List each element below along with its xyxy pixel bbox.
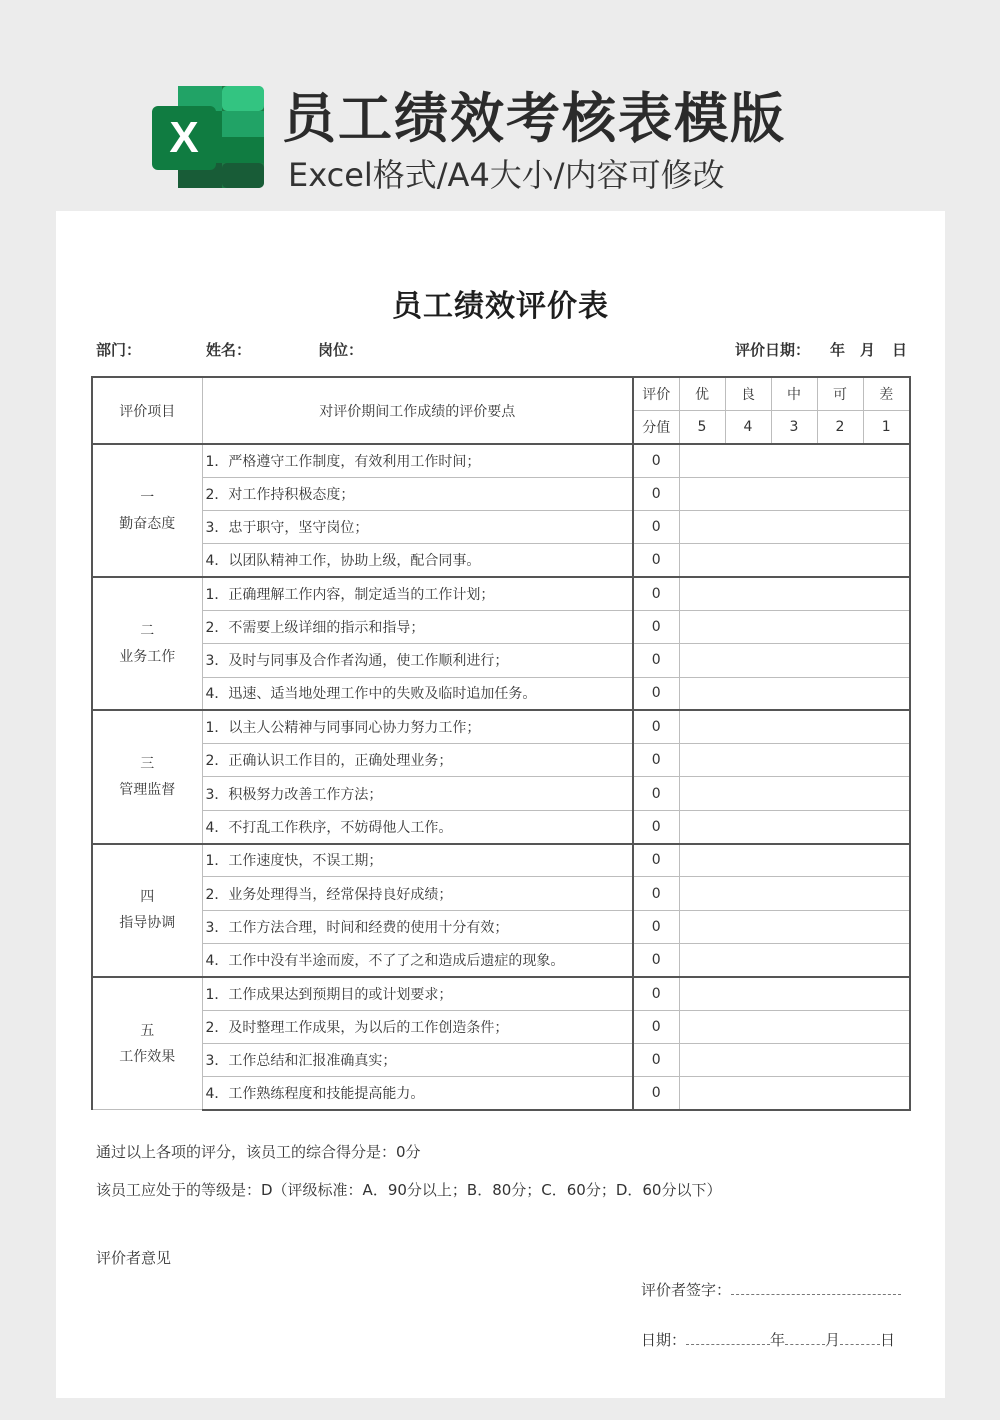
category-number: 五 (140, 1022, 155, 1039)
table-header-row (92, 377, 910, 411)
category-cell (92, 710, 202, 843)
date-month: 月 (860, 341, 876, 359)
evaluation-point: 1．以主人公精神与同事同心协力努力工作； (202, 710, 633, 743)
header-grade-label: 良 (725, 377, 771, 411)
table-row (92, 744, 910, 777)
grade-input-cell[interactable] (679, 777, 910, 810)
signature-line[interactable] (731, 1281, 901, 1295)
header-grade-label: 可 (817, 377, 863, 411)
header-grade-value: 1 (863, 411, 910, 445)
evaluation-point: 1．严格遵守工作制度，有效利用工作时间； (202, 444, 633, 477)
score-cell[interactable]: 0 (633, 710, 679, 743)
sign-year-line[interactable] (686, 1331, 770, 1345)
sign-year: 年 (770, 1331, 786, 1349)
evaluation-point: 2．对工作持积极态度； (202, 477, 633, 510)
score-cell[interactable]: 0 (633, 610, 679, 643)
form-title: 员工绩效评价表 (392, 289, 609, 324)
table-row (92, 677, 910, 710)
table-row (92, 644, 910, 677)
score-cell[interactable]: 0 (633, 1043, 679, 1076)
header-grade-label: 优 (679, 377, 725, 411)
score-cell[interactable]: 0 (633, 1077, 679, 1110)
table-row (92, 1077, 910, 1110)
score-cell[interactable]: 0 (633, 977, 679, 1010)
grade-input-cell[interactable] (679, 877, 910, 910)
form-paper (56, 211, 945, 1398)
table-row (92, 610, 910, 643)
header-points: 对评价期间工作成绩的评价要点 (202, 377, 633, 444)
department-label: 部门： (96, 341, 142, 359)
category-cell (92, 977, 202, 1110)
score-cell[interactable]: 0 (633, 644, 679, 677)
evaluation-point: 4．以团队精神工作，协助上级，配合同事。 (202, 544, 633, 577)
grade-input-cell[interactable] (679, 943, 910, 976)
category-name: 管理监督 (119, 781, 176, 798)
score-cell[interactable]: 0 (633, 844, 679, 877)
score-cell[interactable]: 0 (633, 943, 679, 976)
evaluation-point: 3．忠于职守，坚守岗位； (202, 511, 633, 544)
grade-input-cell[interactable] (679, 844, 910, 877)
grade-input-cell[interactable] (679, 677, 910, 710)
sign-date-row (641, 1329, 895, 1350)
table-row (92, 444, 910, 477)
table-row (92, 910, 910, 943)
category-cell (92, 844, 202, 977)
header-grade-label: 差 (863, 377, 910, 411)
table-row (92, 810, 910, 843)
grade-input-cell[interactable] (679, 810, 910, 843)
table-row (92, 577, 910, 610)
evaluation-point: 4．迅速、适当地处理工作中的失败及临时追加任务。 (202, 677, 633, 710)
banner-title: 员工绩效考核表模版 (282, 87, 786, 150)
evaluation-point: 1．工作成果达到预期目的或计划要求； (202, 977, 633, 1010)
category-number: 二 (140, 622, 155, 639)
header-grade-value: 3 (771, 411, 817, 445)
score-cell[interactable]: 0 (633, 1010, 679, 1043)
score-cell[interactable]: 0 (633, 810, 679, 843)
score-cell[interactable]: 0 (633, 744, 679, 777)
grade-input-cell[interactable] (679, 1043, 910, 1076)
evaluation-point: 2．及时整理工作成果，为以后的工作创造条件； (202, 1010, 633, 1043)
grade-input-cell[interactable] (679, 610, 910, 643)
evaluation-table (91, 376, 911, 1111)
evaluator-opinion-label: 评价者意见 (96, 1249, 172, 1267)
excel-logo-letter: X (169, 113, 199, 162)
grade-input-cell[interactable] (679, 910, 910, 943)
score-cell[interactable]: 0 (633, 544, 679, 577)
category-cell (92, 577, 202, 710)
header-grade-value: 5 (679, 411, 725, 445)
evaluation-date-label: 评价日期： (735, 341, 811, 359)
category-name: 指导协调 (119, 915, 176, 932)
category-name: 勤奋态度 (119, 515, 176, 532)
score-cell[interactable]: 0 (633, 910, 679, 943)
evaluation-point: 4．工作熟练程度和技能提高能力。 (202, 1077, 633, 1110)
grade-input-cell[interactable] (679, 511, 910, 544)
header-eval: 评价 (633, 377, 679, 411)
category-number: 四 (140, 889, 155, 906)
table-row (92, 844, 910, 877)
table-row (92, 977, 910, 1010)
date-year: 年 (830, 341, 846, 359)
total-score-text: 通过以上各项的评分，该员工的综合得分是：0分 (96, 1143, 421, 1161)
table-row (92, 710, 910, 743)
evaluation-point: 4．工作中没有半途而废，不了了之和造成后遗症的现象。 (202, 943, 633, 976)
grade-input-cell[interactable] (679, 577, 910, 610)
name-label: 姓名： (206, 341, 252, 359)
grade-text: 该员工应处于的等级是：D（评级标准：A．90分以上；B．80分；C．60分；D．60分以下） (96, 1181, 722, 1199)
category-name: 业务工作 (119, 648, 176, 665)
signature-label: 评价者签字： (641, 1281, 732, 1299)
grade-input-cell[interactable] (679, 710, 910, 743)
table-row (92, 877, 910, 910)
evaluation-point: 3．及时与同事及合作者沟通，使工作顺利进行； (202, 644, 633, 677)
table-row (92, 544, 910, 577)
score-cell[interactable]: 0 (633, 677, 679, 710)
header-item: 评价项目 (92, 377, 202, 444)
grade-input-cell[interactable] (679, 1010, 910, 1043)
table-row (92, 1043, 910, 1076)
position-label: 岗位： (318, 341, 364, 359)
score-cell[interactable]: 0 (633, 777, 679, 810)
table-row (92, 477, 910, 510)
date-day: 日 (892, 341, 908, 359)
header-grade-value: 2 (817, 411, 863, 445)
signature-row (641, 1279, 901, 1300)
grade-input-cell[interactable] (679, 977, 910, 1010)
score-cell[interactable]: 0 (633, 577, 679, 610)
header-score-value: 分值 (633, 411, 679, 445)
banner-subtitle: Excel格式/A4大小/内容可修改 (288, 156, 725, 194)
score-cell[interactable]: 0 (633, 477, 679, 510)
sign-day: 日 (880, 1331, 896, 1349)
score-cell[interactable]: 0 (633, 877, 679, 910)
category-name: 工作效果 (119, 1048, 176, 1065)
template-banner (0, 0, 1000, 210)
header-grade-label: 中 (771, 377, 817, 411)
sign-month-line[interactable] (785, 1331, 825, 1345)
evaluation-point: 2．正确认识工作目的，正确处理业务； (202, 744, 633, 777)
evaluation-point: 1．工作速度快，不误工期； (202, 844, 633, 877)
header-grade-value: 4 (725, 411, 771, 445)
evaluation-point: 3．积极努力改善工作方法； (202, 777, 633, 810)
evaluation-point: 2．不需要上级详细的指示和指导； (202, 610, 633, 643)
table-row (92, 943, 910, 976)
grade-input-cell[interactable] (679, 1077, 910, 1110)
table-row (92, 1010, 910, 1043)
evaluation-point: 4．不打乱工作秩序，不妨碍他人工作。 (202, 810, 633, 843)
sign-month: 月 (825, 1331, 841, 1349)
category-cell (92, 444, 202, 577)
table-row (92, 777, 910, 810)
evaluation-point: 3．工作方法合理，时间和经费的使用十分有效； (202, 910, 633, 943)
evaluation-point: 3．工作总结和汇报准确真实； (202, 1043, 633, 1076)
grade-input-cell[interactable] (679, 444, 910, 477)
sign-day-line[interactable] (840, 1331, 880, 1345)
score-cell[interactable]: 0 (633, 444, 679, 477)
grade-input-cell[interactable] (679, 477, 910, 510)
sign-date-label: 日期： (641, 1331, 687, 1349)
excel-logo-icon (152, 86, 264, 188)
evaluation-point: 1．正确理解工作内容，制定适当的工作计划； (202, 577, 633, 610)
category-number: 一 (140, 489, 155, 506)
category-number: 三 (140, 755, 155, 772)
grade-input-cell[interactable] (679, 744, 910, 777)
score-cell[interactable]: 0 (633, 511, 679, 544)
table-row (92, 511, 910, 544)
grade-input-cell[interactable] (679, 544, 910, 577)
grade-input-cell[interactable] (679, 644, 910, 677)
evaluation-point: 2．业务处理得当，经常保持良好成绩； (202, 877, 633, 910)
